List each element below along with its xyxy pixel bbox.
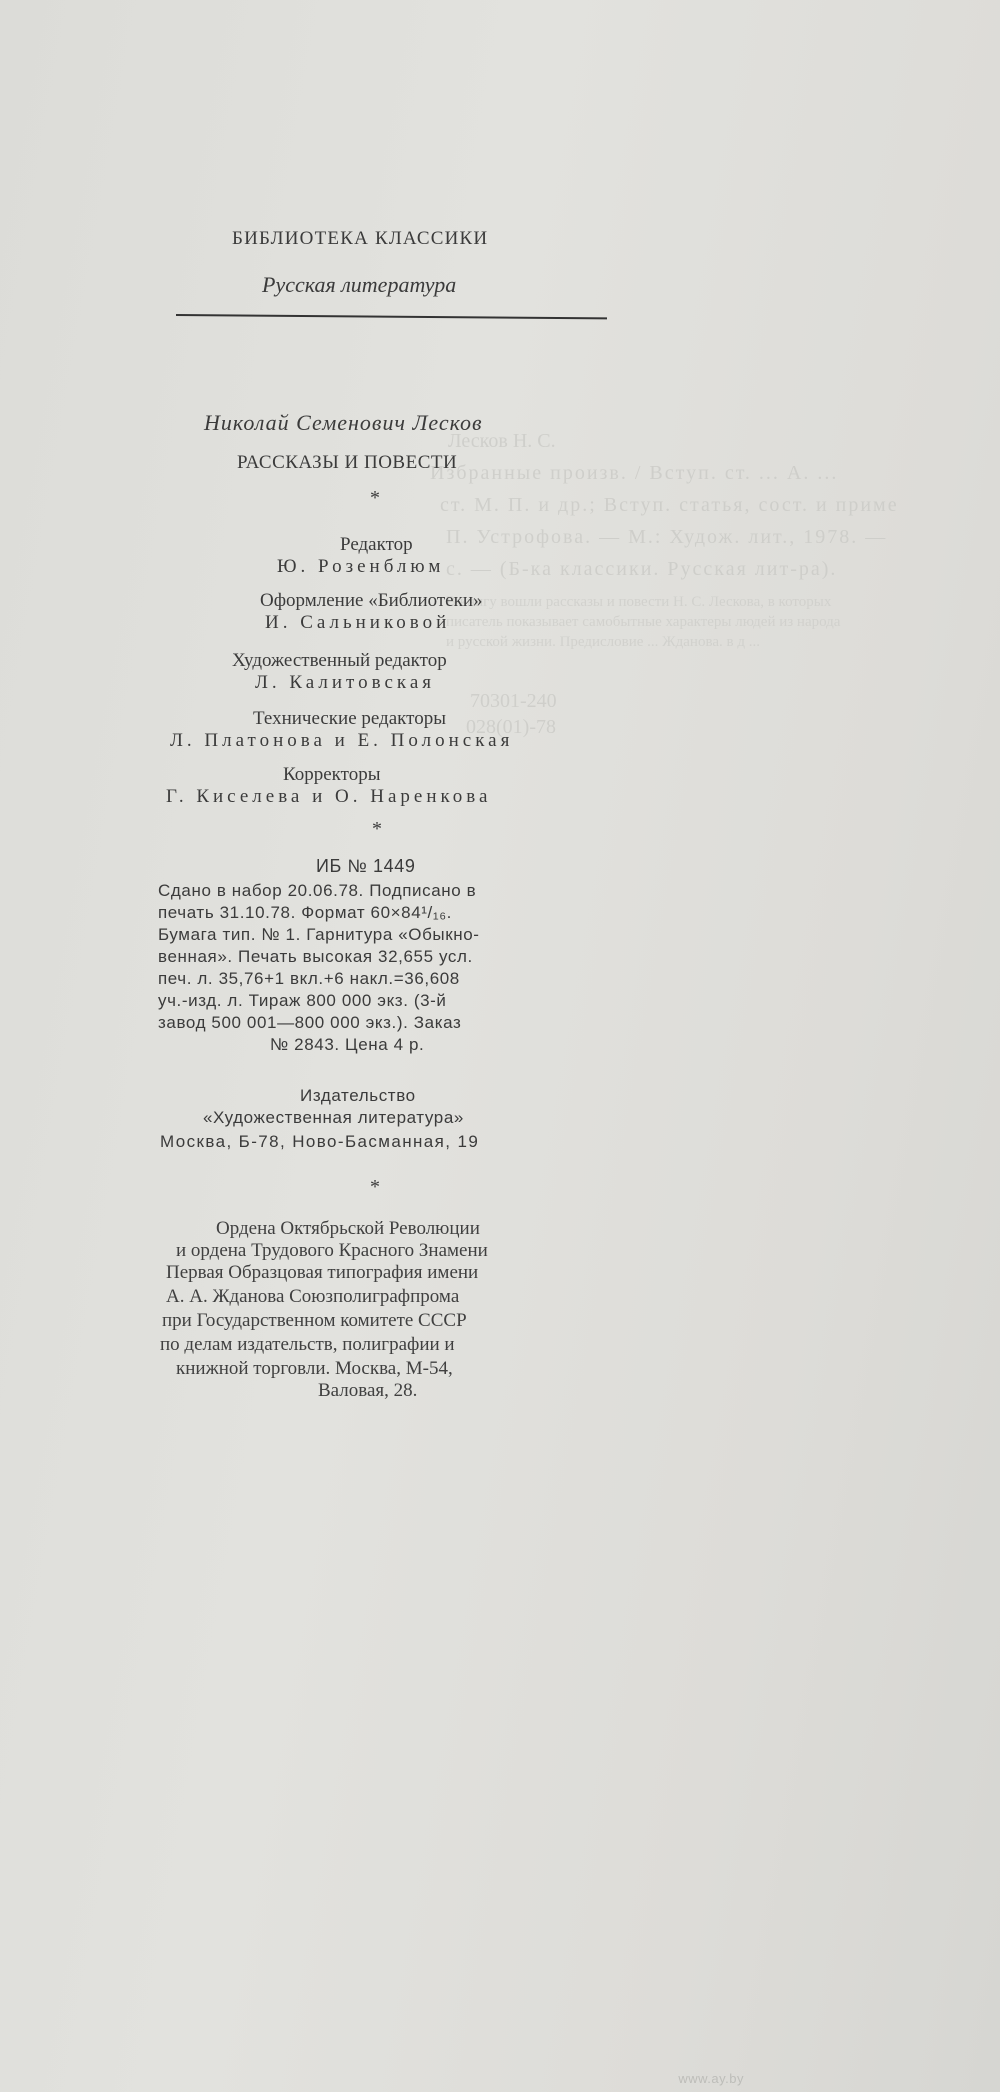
imprint-line: Сдано в набор 20.06.78. Подписано в xyxy=(158,881,477,900)
printer-line: Валовая, 28. xyxy=(318,1380,418,1401)
imprint-line: № 2843. Цена 4 р. xyxy=(270,1035,425,1054)
bleed-through-text: ст. М. П. и др.; Вступ. статья, сост. и приме xyxy=(440,494,899,516)
tech-editors-names: Л. Платонова и Е. Полонская xyxy=(170,730,514,751)
bleed-through-text: с. — (Б-ка классики. Русская лит-ра). xyxy=(446,558,838,580)
printer-line: А. А. Жданова Союзполиграфпрома xyxy=(166,1286,460,1307)
author-name: Николай Семенович Лесков xyxy=(204,410,483,435)
proofreaders-names: Г. Киселева и О. Наренкова xyxy=(166,786,492,807)
imprint-line: печать 31.10.78. Формат 60×84¹/₁₆. xyxy=(158,903,452,922)
publisher-name: «Художественная литература» xyxy=(203,1108,464,1127)
proofreaders-role: Корректоры xyxy=(283,764,381,785)
bleed-through-text: П. Устрофова. — М.: Худож. лит., 1978. — xyxy=(446,526,888,548)
separator-star: * xyxy=(370,487,380,509)
divider-rule xyxy=(176,314,607,319)
design-name: И. Сальниковой xyxy=(265,612,451,633)
publisher-label: Издательство xyxy=(300,1086,416,1105)
imprint-line: Бумага тип. № 1. Гарнитура «Обыкно- xyxy=(158,925,480,944)
printer-line: Первая Образцовая типография имени xyxy=(166,1262,479,1283)
bleed-through-text: 70301-240 xyxy=(470,690,557,712)
series-subtitle: Русская литература xyxy=(262,272,457,297)
art-editor-role: Художественный редактор xyxy=(232,650,447,671)
imprint-line: завод 500 001—800 000 экз.). Заказ xyxy=(158,1013,462,1032)
imprint-line: печ. л. 35,76+1 вкл.+6 накл.=36,608 xyxy=(158,969,460,988)
series-title: БИБЛИОТЕКА КЛАССИКИ xyxy=(232,228,489,249)
printer-line: книжной торговли. Москва, М-54, xyxy=(176,1358,453,1379)
design-role: Оформление «Библиотеки» xyxy=(260,590,483,611)
tech-editors-role: Технические редакторы xyxy=(253,708,446,729)
printer-line: при Государственном комитете СССР xyxy=(162,1310,467,1331)
bleed-through-text: и русской жизни. Предисловие ... Жданова. в д ... xyxy=(446,634,760,650)
imprint-line: венная». Печать высокая 32,655 усл. xyxy=(158,947,473,966)
bleed-through-text: Лесков Н. С. xyxy=(448,430,556,452)
publisher-address: Москва, Б-78, Ново-Басманная, 19 xyxy=(160,1132,480,1151)
bleed-through-text: Избранные произв. / Вступ. ст. ... А. ... xyxy=(430,462,839,484)
printer-line: Ордена Октябрьской Революции xyxy=(216,1218,480,1239)
separator-star: * xyxy=(372,818,382,840)
separator-star: * xyxy=(370,1176,380,1198)
printer-line: и ордена Трудового Красного Знамени xyxy=(176,1240,488,1261)
printer-line: по делам издательств, полиграфии и xyxy=(160,1334,455,1355)
bleed-through-text: 028(01)-78 xyxy=(466,716,556,738)
watermark: www.ay.by xyxy=(678,2071,744,2086)
imprint-line: уч.-изд. л. Тираж 800 000 экз. (3-й xyxy=(158,991,447,1010)
art-editor-name: Л. Калитовская xyxy=(255,672,436,693)
imprint-id: ИБ № 1449 xyxy=(316,856,416,876)
editor-role: Редактор xyxy=(340,534,413,555)
editor-name: Ю. Розенблюм xyxy=(277,556,445,577)
bleed-through-text: писатель показывает самобытные характеры людей из народа xyxy=(446,614,841,630)
book-title: РАССКАЗЫ И ПОВЕСТИ xyxy=(237,452,458,473)
bleed-through-text: В книгу вошли рассказы и повести Н. С. Лескова, в которых xyxy=(446,594,832,610)
